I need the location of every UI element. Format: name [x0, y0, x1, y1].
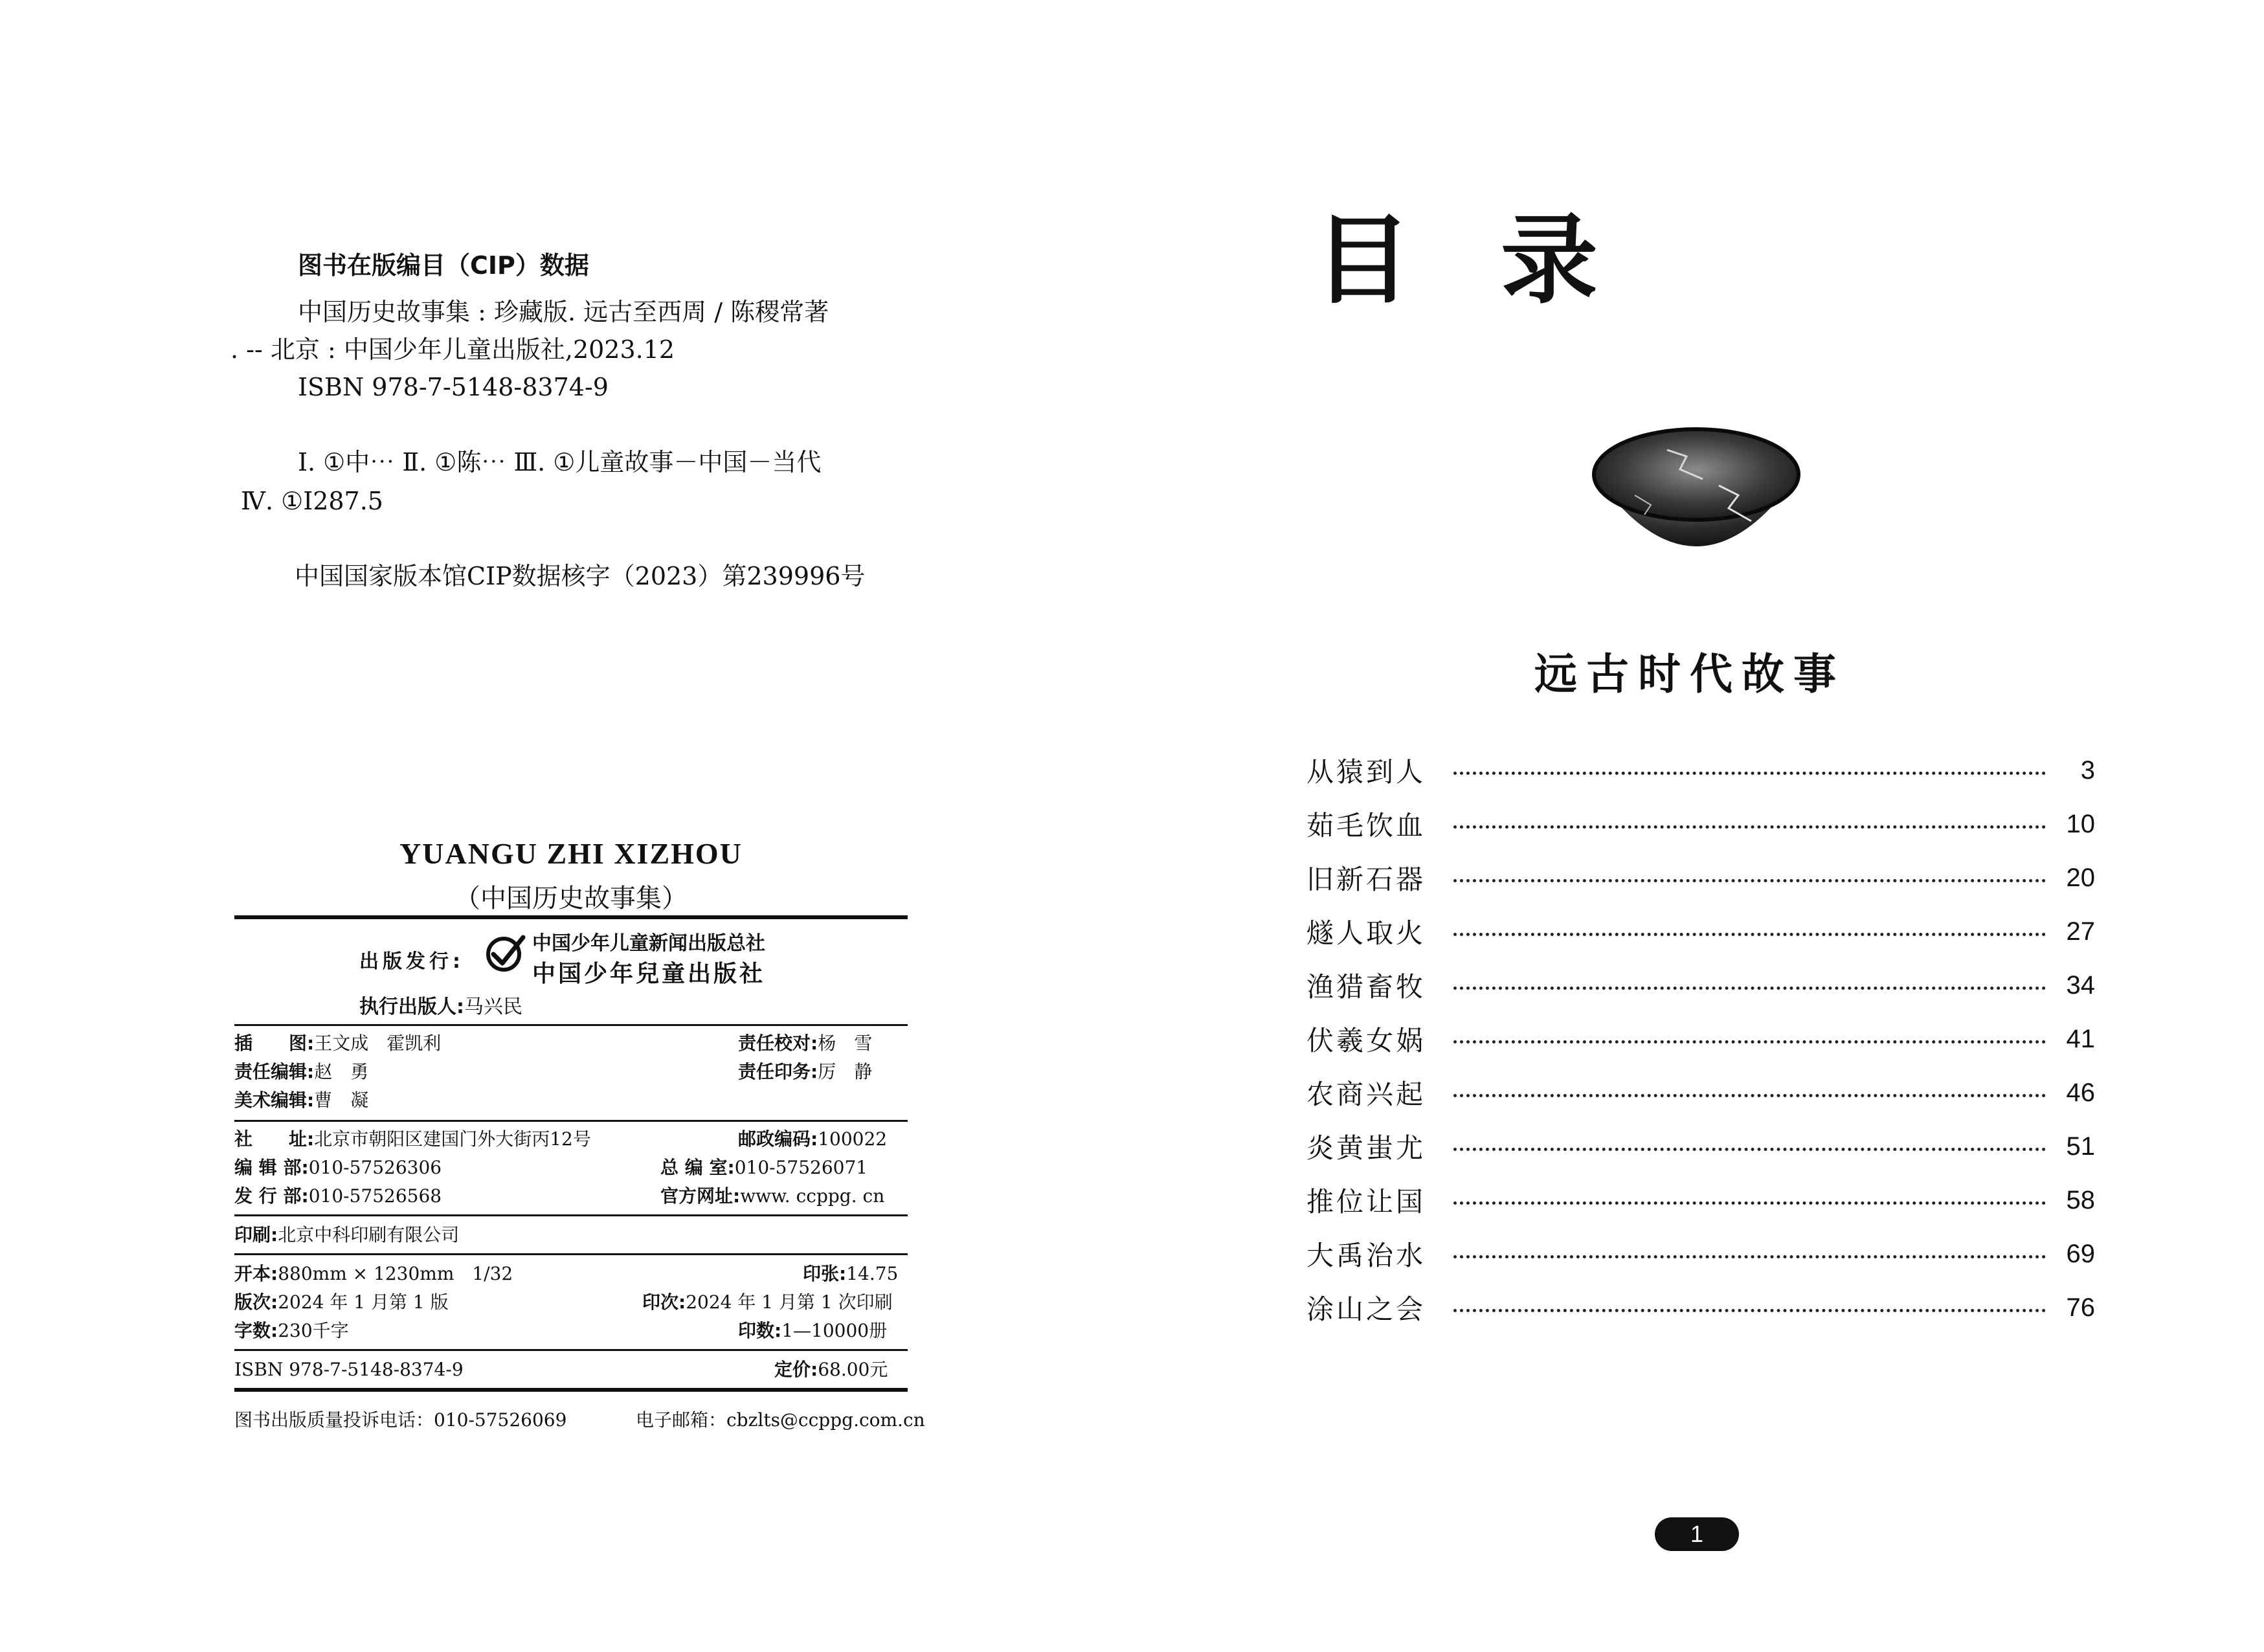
- toc-entry-title: 炎黄蚩尤: [1306, 1132, 1426, 1164]
- section-title: 远古时代故事: [1534, 649, 1845, 699]
- toc-entry-title: 大禹治水: [1306, 1240, 1426, 1271]
- toc-entry-page: 69: [2066, 1239, 2095, 1268]
- contact-email: 电子邮箱：cbzlts@ccppg.com.cn: [636, 1409, 925, 1431]
- toc-entry[interactable]: [1306, 912, 2095, 951]
- price: [774, 1358, 888, 1381]
- toc-entry-page: 10: [2066, 809, 2095, 838]
- format-label: 开本:: [234, 1263, 278, 1284]
- toc-entry-page: 27: [2066, 917, 2095, 946]
- address-value: 北京市朝阳区建国门外大街丙12号: [314, 1128, 591, 1150]
- toc-entry-title: 推位让国: [1306, 1186, 1426, 1218]
- print-run-label: 印数:: [738, 1320, 782, 1341]
- editor-label: 责任编辑:: [234, 1061, 315, 1082]
- toc-entry-title: 从猿到人: [1306, 756, 1426, 788]
- price-value: 68.00元: [818, 1359, 888, 1380]
- divider: [234, 915, 908, 919]
- editorial-phone: [234, 1156, 442, 1179]
- word-count: [234, 1319, 349, 1343]
- toc-entry-title: 涂山之会: [1306, 1293, 1426, 1325]
- printer: [234, 1223, 459, 1247]
- sheets-value: 14.75: [846, 1263, 899, 1284]
- printer-label: 印刷:: [234, 1224, 278, 1245]
- impression-value: 2024 年 1 月第 1 次印刷: [686, 1291, 893, 1313]
- toc-entry-title: 茹毛饮血: [1306, 810, 1426, 842]
- proofread-value: 杨 雪: [818, 1032, 873, 1054]
- editor-value: 赵 勇: [314, 1061, 369, 1082]
- editor-credit: [234, 1060, 368, 1084]
- toc-entry-page: 58: [2066, 1185, 2095, 1214]
- cip-classification-2: Ⅳ. ①I287.5: [241, 487, 383, 515]
- toc-entry[interactable]: [1306, 1127, 2095, 1166]
- impression: [642, 1291, 893, 1314]
- editorial-value: 010-57526306: [308, 1157, 442, 1178]
- cip-classification-1: Ⅰ. ①中⋯ Ⅱ. ①陈⋯ Ⅲ. ①儿童故事－中国－当代: [298, 448, 822, 476]
- toc-entry-page: 41: [2066, 1024, 2095, 1053]
- toc-entry[interactable]: [1306, 1288, 2095, 1327]
- word-count-value: 230千字: [278, 1320, 349, 1341]
- toc-leader-dots: [1453, 933, 2046, 936]
- toc-entry[interactable]: [1306, 1020, 2095, 1058]
- divider: [234, 1214, 908, 1216]
- proofread-credit: [738, 1032, 872, 1055]
- edition: [234, 1291, 449, 1314]
- sheets-label: 印张:: [803, 1263, 847, 1284]
- cip-title-line: 中国历史故事集 : 珍藏版. 远古至西周 / 陈稷常著: [298, 298, 829, 326]
- toc-entry-title: 旧新石器: [1306, 864, 1426, 895]
- toc-leader-dots: [1453, 987, 2046, 990]
- chief-office-value: 010-57526071: [734, 1157, 868, 1178]
- divider: [234, 1120, 908, 1122]
- toc-leader-dots: [1453, 879, 2046, 882]
- edition-label: 版次:: [234, 1291, 278, 1313]
- format-value: 880mm × 1230mm 1/32: [278, 1263, 513, 1284]
- postcode-value: 100022: [818, 1128, 888, 1150]
- toc-entry-title: 燧人取火: [1306, 917, 1426, 949]
- isbn-footer: ISBN 978-7-5148-8374-9: [234, 1359, 464, 1380]
- ancient-bowl-image: [1589, 424, 1803, 560]
- publisher-name: 中国少年兒童出版社: [532, 960, 766, 987]
- address-label: 社 址:: [234, 1128, 315, 1150]
- editorial-label: 编 辑 部:: [234, 1157, 309, 1178]
- print-run: [738, 1319, 887, 1343]
- print-affairs-credit: [738, 1060, 872, 1084]
- divider: [234, 1024, 908, 1026]
- toc-title-char-1: 目: [1314, 205, 1412, 317]
- illustration-label: 插 图:: [234, 1032, 315, 1054]
- toc-entry[interactable]: [1306, 966, 2095, 1005]
- sheets: [803, 1262, 898, 1286]
- toc-entry-page: 51: [2066, 1132, 2095, 1161]
- cip-heading: 图书在版编目（CIP）数据: [298, 251, 589, 280]
- distribution-value: 010-57526568: [308, 1185, 442, 1207]
- postcode: [738, 1128, 887, 1151]
- print-affairs-value: 厉 静: [818, 1061, 873, 1082]
- distribution-label: 发 行 部:: [234, 1185, 309, 1207]
- toc-entry[interactable]: [1306, 858, 2095, 897]
- publisher-group-name: 中国少年儿童新闻出版总社: [532, 932, 765, 955]
- website: [660, 1185, 884, 1208]
- website-label: 官方网址:: [660, 1185, 741, 1207]
- art-editor-value: 曹 凝: [314, 1089, 369, 1111]
- toc-leader-dots: [1453, 1201, 2046, 1205]
- toc-entry[interactable]: [1306, 1073, 2095, 1112]
- print-affairs-label: 责任印务:: [738, 1061, 818, 1082]
- art-editor-credit: [234, 1089, 368, 1112]
- cip-isbn: ISBN 978-7-5148-8374-9: [298, 373, 609, 401]
- toc-leader-dots: [1453, 825, 2046, 829]
- toc-entry[interactable]: [1306, 751, 2095, 790]
- cip-approval-number: 中国国家版本馆CIP数据核字（2023）第239996号: [295, 562, 866, 590]
- impression-label: 印次:: [642, 1291, 686, 1313]
- toc-leader-dots: [1453, 772, 2046, 775]
- toc-title-char-2: 录: [1501, 205, 1598, 317]
- toc-leader-dots: [1453, 1148, 2046, 1151]
- toc-entry-title: 伏羲女娲: [1306, 1025, 1426, 1056]
- toc-entry-page: 3: [2080, 755, 2095, 785]
- toc-entry[interactable]: [1306, 1234, 2095, 1273]
- toc-entry[interactable]: [1306, 805, 2095, 843]
- publisher-label: 出版发行:: [359, 950, 464, 973]
- page-number: 1: [1655, 1517, 1739, 1551]
- print-run-value: 1—10000册: [781, 1320, 888, 1341]
- toc-entry-page: 46: [2066, 1078, 2095, 1107]
- price-label: 定价:: [774, 1359, 818, 1380]
- distribution-phone: [234, 1185, 442, 1208]
- toc-leader-dots: [1453, 1309, 2046, 1312]
- chief-office-label: 总 编 室:: [660, 1157, 735, 1178]
- publisher-logo-icon: [484, 932, 526, 974]
- executive-publisher-label: 执行出版人:: [359, 996, 464, 1018]
- illustration-value: 王文成 霍凯利: [314, 1032, 442, 1054]
- book-series-title: （中国历史故事集）: [454, 884, 688, 913]
- art-editor-label: 美术编辑:: [234, 1089, 315, 1111]
- divider: [234, 1388, 908, 1392]
- printer-value: 北京中科印刷有限公司: [278, 1224, 460, 1245]
- illustration-credit: [234, 1032, 441, 1055]
- executive-publisher: [359, 990, 522, 1019]
- word-count-label: 字数:: [234, 1320, 278, 1341]
- book-title-pinyin: YUANGU ZHI XIZHOU: [399, 837, 743, 870]
- proofread-label: 责任校对:: [738, 1032, 818, 1054]
- cip-publisher-line: . -- 北京 : 中国少年儿童出版社,2023.12: [230, 335, 675, 364]
- divider: [234, 1349, 908, 1351]
- toc-entry[interactable]: [1306, 1181, 2095, 1220]
- executive-publisher-value: 马兴民: [464, 996, 522, 1018]
- chief-office-phone: [660, 1156, 868, 1179]
- toc-entry-page: 20: [2066, 863, 2095, 892]
- toc-leader-dots: [1453, 1255, 2046, 1258]
- toc-leader-dots: [1453, 1040, 2046, 1044]
- edition-value: 2024 年 1 月第 1 版: [278, 1291, 449, 1313]
- toc-leader-dots: [1453, 1094, 2046, 1097]
- website-value: www. ccppg. cn: [740, 1185, 885, 1207]
- complaint-phone: 图书出版质量投诉电话：010-57526069: [234, 1409, 567, 1431]
- toc-entry-title: 农商兴起: [1306, 1078, 1426, 1110]
- address: [234, 1128, 591, 1151]
- toc-entry-page: 76: [2066, 1293, 2095, 1322]
- postcode-label: 邮政编码:: [738, 1128, 818, 1150]
- toc-entry-page: 34: [2066, 970, 2095, 999]
- format: [234, 1262, 513, 1286]
- toc-entry-title: 渔猎畜牧: [1306, 971, 1426, 1003]
- divider: [234, 1253, 908, 1255]
